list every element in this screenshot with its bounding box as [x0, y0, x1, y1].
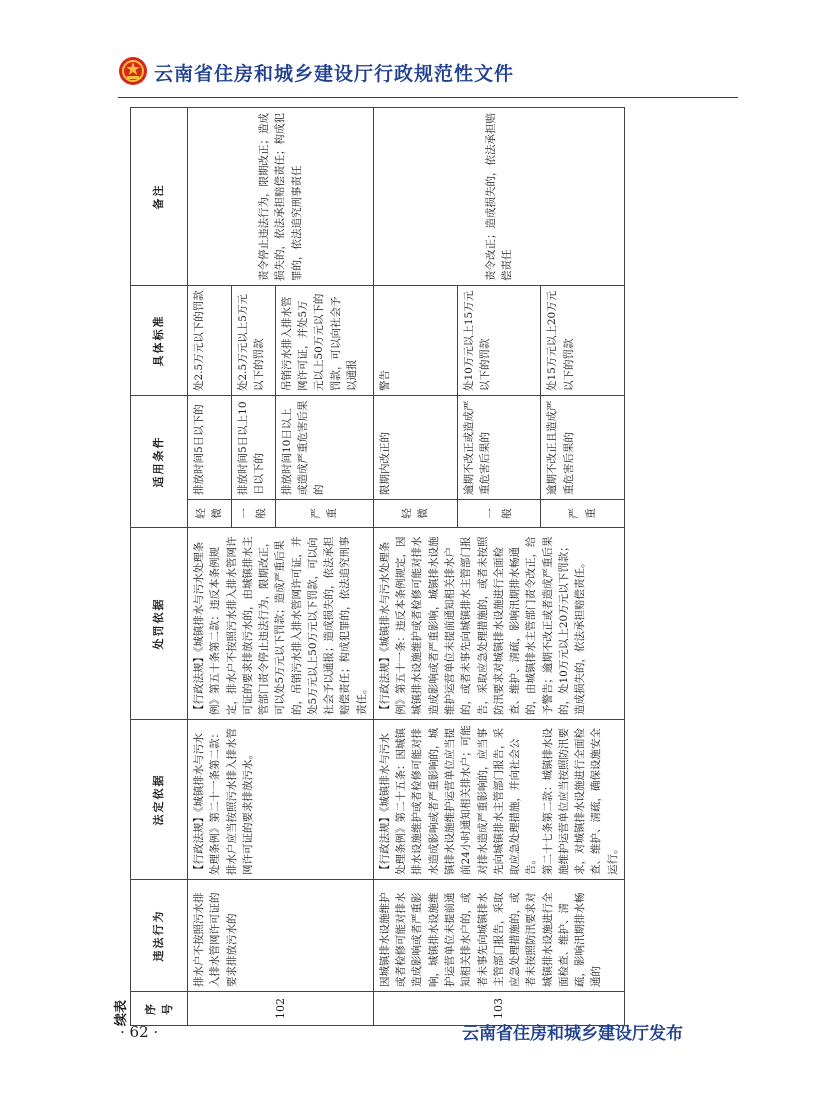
- row-standard: 处2.5万元以下的罚款: [188, 286, 232, 396]
- national-emblem-icon: [118, 56, 148, 86]
- header-title: 云南省住房和城乡建设厅行政规范性文件: [154, 63, 515, 85]
- row-level: 轻微: [188, 500, 232, 528]
- rotated-table-page: [110, 88, 740, 1068]
- row-remark: 责令停止违法行为，限期改正；造成损失的，依法承担赔偿责任；构成犯罪的，依法追究刑事责任: [188, 108, 374, 286]
- penalty-standards-table: [130, 107, 625, 1026]
- row-condition: 排放时间5日以下的: [188, 396, 232, 500]
- row-level: 一般: [457, 500, 541, 528]
- col-header-condition: 适用条件: [131, 396, 188, 528]
- row-standard: 处10万元以上15万元以下的罚款: [457, 286, 541, 396]
- row-standard: 吊销污水排入排水管网许可证，并处5万元以上50万元以下的罚款，可以向社会予以通报: [275, 286, 373, 396]
- continued-label: 续表: [114, 999, 129, 1026]
- row-standard: 警告: [373, 286, 457, 396]
- publisher-name: 云南省住房和城乡建设厅发布: [462, 1024, 683, 1044]
- row-standard: 处15万元以上20万元以下的罚款: [541, 286, 625, 396]
- row-seq: 103: [373, 992, 624, 1026]
- row-condition: 排放时间10日以上或造成严重危害后果的: [275, 396, 373, 500]
- row-condition: 逾期不改正且造成严重危害后果的: [541, 396, 625, 500]
- col-header-seq: 序号: [131, 992, 188, 1026]
- row-level: 一般: [231, 500, 275, 528]
- row-level: 轻微: [373, 500, 457, 528]
- row-legal-basis: 【行政法规】《城镇排水与污水处理条例》第二十五条：因城镇排水设施维护或者检修可能对排水造成影响或者严重影响的，城镇排水设施维护运营单位应当提前24小时通知相关排水户；可能对排水造成严重影响的，应当事先向城镇排水主管部门报告，采取应急处理措施，并向社会公告。 第二十七条第二款：城镇排水设施维护运营单位应当按照防汛要求，对城镇排水设施进行全面检查、维护、清疏，确保设施安全运行。: [373, 720, 624, 880]
- row-condition: 限期内改正的: [373, 396, 457, 500]
- row-penalty-basis: 【行政法规】《城镇排水与污水处理条例》第五十条第二款：违反本条例规定，排水户不按照污水排入排水管网许可证的要求排放污水的，由城镇排水主管部门责令停止违法行为，限期改正，可以处5万元以下罚款；造成严重后果的，吊销污水排入排水管网许可证，并处5万元以上50万元以下罚款，可以向社会予以通报；造成损失的，依法承担赔偿责任；构成犯罪的，依法追究刑事责任。: [188, 528, 374, 720]
- col-header-legal-basis: 法定依据: [131, 720, 188, 880]
- table-row: [188, 108, 232, 1026]
- row-violation: 排水户不按照污水排入排水管网许可证的要求排放污水的: [188, 880, 374, 992]
- row-level: 严重: [541, 500, 625, 528]
- col-header-violation: 违法行为: [131, 880, 188, 992]
- document-header: [118, 56, 718, 90]
- table-header-row: [131, 108, 188, 1026]
- page-number: · 62 ·: [120, 1023, 159, 1041]
- col-header-remark: 备注: [131, 108, 188, 286]
- row-legal-basis: 【行政法规】《城镇排水与污水处理条例》第二十一条第二款：排水户应当按照污水排入排水管网许可证的要求排放污水。: [188, 720, 374, 880]
- row-remark: 责令改正；造成损失的，依法承担赔偿责任: [373, 108, 624, 286]
- col-header-standard: 具体标准: [131, 286, 188, 396]
- row-condition: 逾期不改正或造成严重危害后果的: [457, 396, 541, 500]
- row-standard: 处2.5万元以上5万元以下的罚款: [231, 286, 275, 396]
- row-penalty-basis: 【行政法规】《城镇排水与污水处理条例》第五十一条：违反本条例规定，因城镇排水设施维护或者检修可能对排水造成影响或者严重影响，城镇排水设施维护运营单位未提前通知相关排水户的，或者未事先向城镇排水主管部门报告，采取应急处理措施的，或者未按照防汛要求对城镇排水设施进行全面检查、维护、清疏，影响汛期排水畅通的，由城镇排水主管部门责令改正，给予警告；逾期不改正或者造成严重后果的，处10万元以上20万元以下罚款；造成损失的，依法承担赔偿责任。: [373, 528, 624, 720]
- row-condition: 排放时间5日以上10日以下的: [231, 396, 275, 500]
- table-row: [373, 108, 457, 1026]
- row-seq: 102: [188, 992, 374, 1026]
- row-violation: 因城镇排水设施维护或者检修可能对排水造成影响或者严重影响，城镇排水设施维护运营单位未提前通知相关排水户的，或者未事先向城镇排水主管部门报告，采取应急处理措施的，或者未按照防汛要求对城镇排水设施进行全面检查、维护、清疏，影响汛期排水畅通的: [373, 880, 624, 992]
- col-header-penalty-basis: 处罚依据: [131, 528, 188, 720]
- row-level: 严重: [275, 500, 373, 528]
